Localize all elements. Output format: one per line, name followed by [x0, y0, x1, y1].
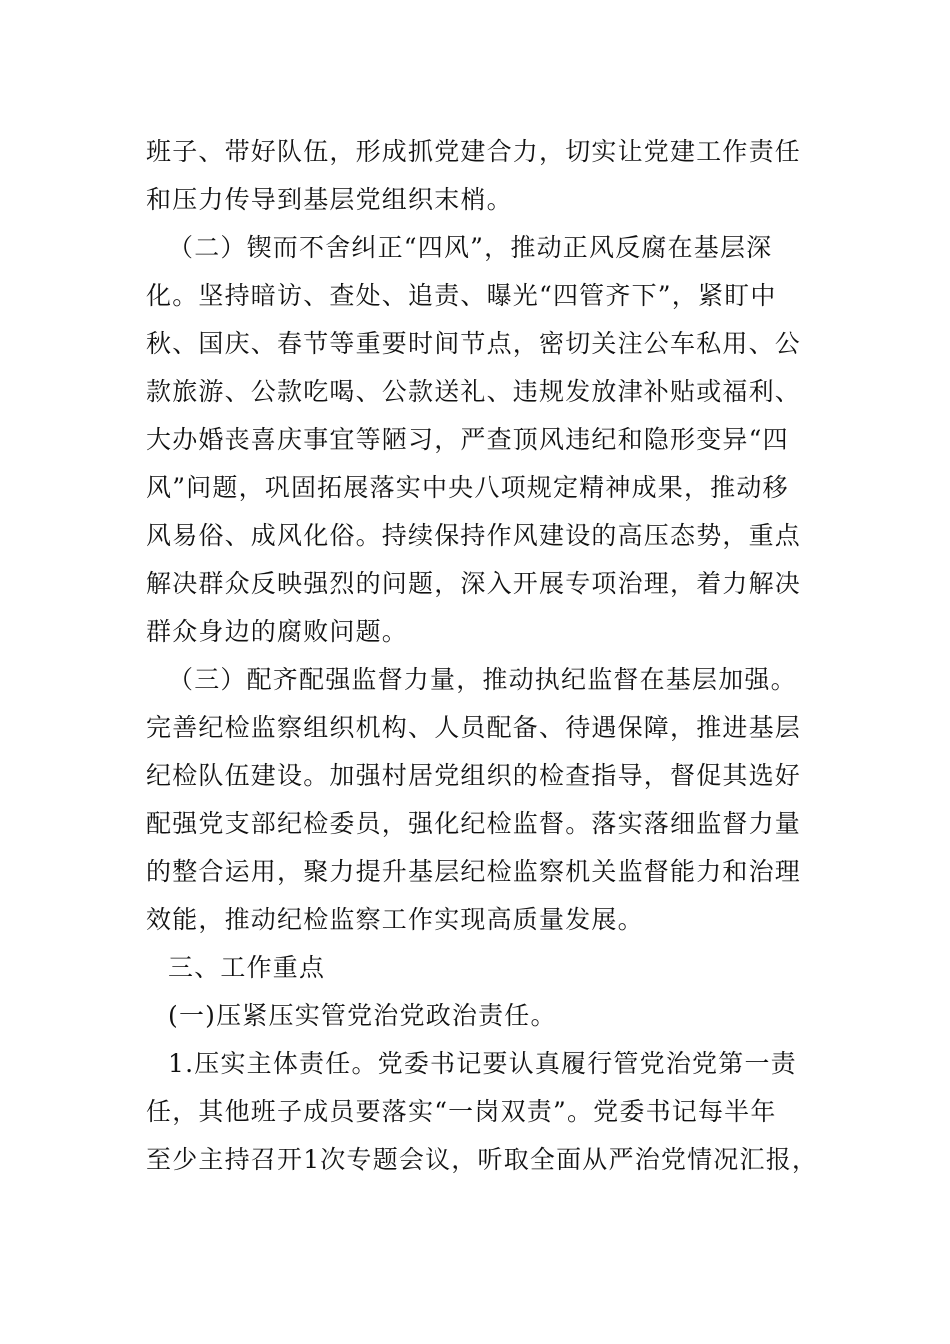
text-line: （三）配齐配强监督力量，推动执纪监督在基层加强。	[168, 665, 797, 694]
text-line: 的整合运用，聚力提升基层纪检监察机关监督能力和治理	[146, 857, 802, 886]
text-line: 化。坚持暗访、查处、追责、曝光“四管齐下”，紧盯中	[146, 281, 777, 310]
text-line: （二）锲而不舍纠正“四风”，推动正风反腐在基层深	[168, 233, 773, 262]
text-line: 效能，推动纪检监察工作实现高质量发展。	[146, 905, 644, 934]
text-line: 1.压实主体责任。党委书记要认真履行管党治党第一责	[168, 1049, 797, 1078]
text-line: 至少主持召开1次专题会议，听取全面从严治党情况汇报，	[146, 1145, 819, 1174]
text-line: 群众身边的腐败问题。	[146, 617, 409, 646]
text-line: (一)压紧压实管党治党政治责任。	[168, 1001, 557, 1030]
text-line: 纪检队伍建设。加强村居党组织的检查指导，督促其选好	[146, 761, 802, 790]
text-line: 完善纪检监察组织机构、人员配备、待遇保障，推进基层	[146, 713, 802, 742]
text-line: 款旅游、公款吃喝、公款送礼、违规发放津补贴或福利、	[146, 377, 802, 406]
text-line: 风易俗、成风化俗。持续保持作风建设的高压态势，重点	[146, 521, 802, 550]
text-line: 秋、国庆、春节等重要时间节点，密切关注公车私用、公	[146, 329, 802, 358]
text-line: 配强党支部纪检委员，强化纪检监督。落实落细监督力量	[146, 809, 802, 838]
text-line: 解决群众反映强烈的问题，深入开展专项治理，着力解决	[146, 569, 802, 598]
text-line: 和压力传导到基层党组织末梢。	[146, 185, 513, 214]
text-line: 任，其他班子成员要落实“一岗双责”。党委书记每半年	[146, 1097, 777, 1126]
text-line: 风”问题，巩固拓展落实中央八项规定精神成果，推动移	[146, 473, 789, 502]
text-line: 三、工作重点	[168, 953, 326, 982]
text-line: 班子、带好队伍，形成抓党建合力，切实让党建工作责任	[146, 137, 802, 166]
text-line: 大办婚丧喜庆事宜等陋习，严查顶风违纪和隐形变异“四	[146, 425, 789, 454]
document-body	[146, 128, 819, 1184]
